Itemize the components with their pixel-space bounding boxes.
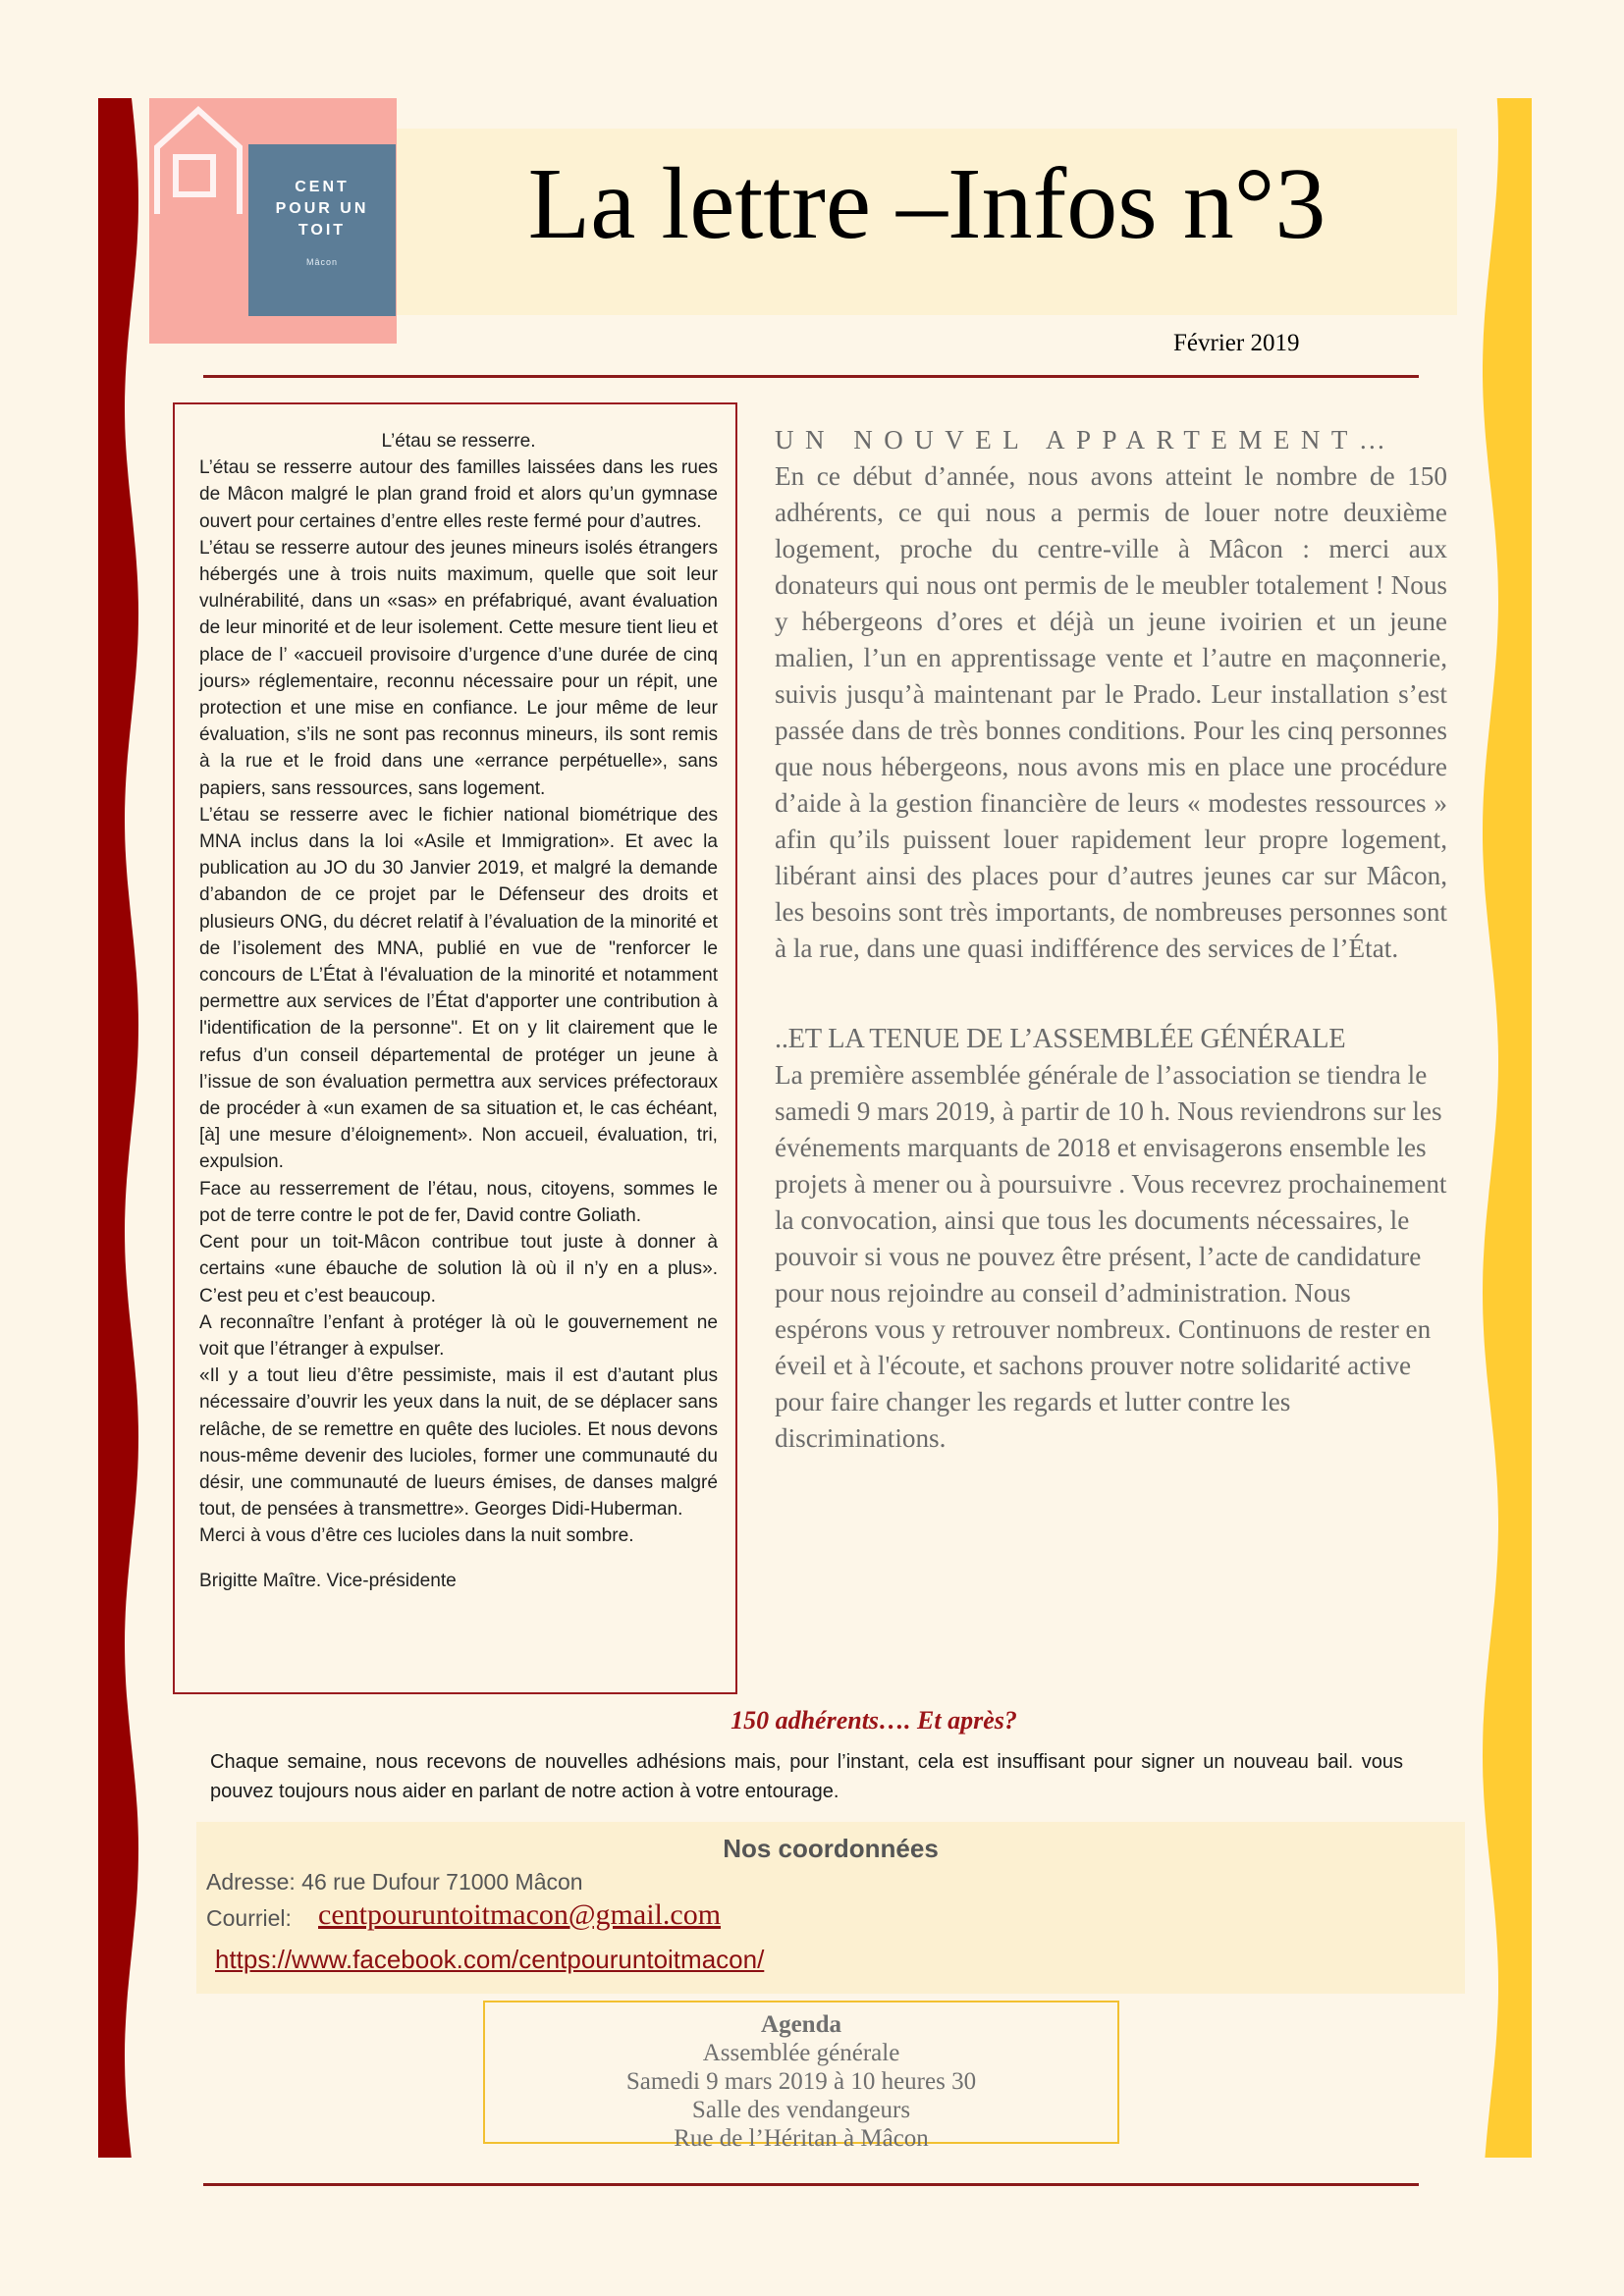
house-icon [149,98,248,216]
editorial-paragraph: A reconnaître l’enfant à protéger là où le gouvernement ne voit que l’étranger à expulser. [199,1311,718,1360]
top-divider [203,375,1419,378]
editorial-paragraph: «Il y a tout lieu d’être pessimiste, mais il est d’autant plus nécessaire d’ouvrir les yeux dans la nuit, de se déplacer sans relâche, de se remettre en quête des lucioles. Et nous devons nous-même devenir des lucioles, former une communauté du désir, une communauté de lueurs émises, de danses malgré tout, de pensées à transmettre». Georges Didi-Huberman. [199,1365,718,1521]
right-column [775,422,1447,1457]
editorial-signature: Brigitte Maître. Vice-présidente [199,1570,457,1591]
left-decorative-bar [98,98,139,2158]
editorial-paragraph: Cent pour un toit-Mâcon contribue tout juste à donner à certains «une ébauche de solution là où il n’y en a plus». C’est peu et c’est beaucoup. [199,1232,718,1307]
logo-text: CENT POUR UN TOIT [275,179,369,239]
apartment-text: En ce début d’année, nous avons atteint le nombre de 150 adhérents, ce qui nous a permis de louer notre deuxième logement, proche du centre-ville à Mâcon : merci aux donateurs qui nous ont permis de le meubler totalement ! Nous y hébergeons d’ores et déjà un jeune ivoirien et un jeune malien, l’un en apprentissage vente et l’autre en maçonnerie, suivis jusqu’à maintenant par le Prado. Leur installation s’est passée dans de très bonnes conditions. Pour les cinq personnes que nous hébergeons, nous avons mis en place une procédure d’aide à la gestion financière de leurs « modestes ressources » afin qu’ils puissent louer rapidement leur propre logement, libérant ainsi des places pour d’autres jeunes car sur Mâcon, les besoins sont très importants, de nombreuses personnes sont à la rue, dans une quasi indifférence des services de l’État. [775,461,1447,963]
editorial-text [199,428,718,1594]
agenda-line: Rue de l’Héritan à Mâcon [674,2125,929,2152]
editorial-title: L’étau se resserre. [381,431,536,452]
issue-date: Février 2019 [1173,330,1300,356]
editorial-paragraph: Merci à vous d’être ces lucioles dans la nuit sombre. [199,1525,634,1547]
editorial-paragraph: L’étau se resserre autour des familles laissées dans les rues de Mâcon malgré le plan grand froid et alors qu’un gymnase ouvert pour certaines d’entre elles reste fermé pour d’autres. [199,457,718,532]
apartment-title: UN NOUVEL APPARTEMENT… [775,425,1397,454]
agenda-line: Salle des vendangeurs [691,2097,911,2123]
agenda-line: Samedi 9 mars 2019 à 10 heures 30 [625,2068,977,2095]
contact-email-link[interactable]: centpouruntoitmacon@gmail.com [318,1898,722,1931]
agenda-line: Assemblée générale [702,2040,900,2066]
contact-title: Nos coordonnées [723,1834,939,1863]
page-title: La lettre –Infos n°3 [527,147,1326,260]
editorial-paragraph: L’étau se resserre avec le fichier national biométrique des MNA inclus dans la loi «Asile et Immigration». Et avec la publication au JO du 30 Janvier 2019, et malgré la demande d’abandon de ce projet par le Défenseur des droits et plusieurs ONG, du décret relatif à l’évaluation de la minorité et de l’isolement des MNA, publié en vue de "renforcer le concours de L’État à l'évaluation de la minorité et notamment permettre aux services de l’État d'apporter une contribution à l'identification de la personne". Et on y lit clairement que le refus d’un conseil départemental de protéger un jeune à l’issue de son évaluation permettra aux services préfectoraux de procéder à «un examen de sa situation et, le cas échéant, [à] une mesure d’éloignement». Non accueil, évaluation, tri, expulsion. [199,804,718,1173]
editorial-paragraph: Face au resserrement de l’étau, nous, citoyens, sommes le pot de terre contre le pot de fer, David contre Goliath. [199,1178,718,1226]
agenda-title: Agenda [761,2011,841,2038]
logo-subtitle: Mâcon [305,257,338,267]
contact-mail-label: Courriel: [206,1905,292,1931]
assembly-text: La première assemblée générale de l’association se tiendra le samedi 9 mars 2019, à partir de 10 h. Nous reviendrons sur les événements marquants de 2018 et envisagerons ensemble les projets à mener ou à poursuivre . Vous recevrez prochainement la convocation, ainsi que tous les documents nécessaires, le pouvoir si vous ne pouvez être présent, l’acte de candidature pour nous rejoindre au conseil d’administration. Nous espérons vous y retrouver nombreux. Continuons de rester en éveil et à l'écoute, et sachons prouver notre solidarité active pour faire changer les regards et lutter contre les discriminations. [775,1060,1447,1453]
bottom-divider [203,2183,1419,2186]
agenda [483,2010,1119,2153]
members-text: Chaque semaine, nous recevons de nouvelles adhésions mais, pour l’instant, cela est insuffisant pour signer un nouveau bail. vous pouvez toujours nous aider en parlant de notre action à votre entourage. [210,1751,1403,1802]
contact-facebook-link[interactable]: https://www.facebook.com/centpouruntoitmacon/ [215,1945,765,1974]
right-decorative-bar [1483,98,1532,2158]
assembly-title: ..ET LA TENUE DE L’ASSEMBLÉE GÉNÉRALE [775,1024,1346,1054]
contact-address: Adresse: 46 rue Dufour 71000 Mâcon [206,1869,583,1895]
editorial-paragraph: L’étau se resserre autour des jeunes mineurs isolés étrangers hébergés une à trois nuits maximum, quelle que soit leur vulnérabilité, dans un «sas» en préfabriqué, avant évaluation de leur minorité et de leur isolement. Cette mesure tient lieu et place de l’ «accueil provisoire d’urgence d’une durée de cinq jours» réglementaire, reconnu nécessaire pour un répit, une protection et une mise en confiance. Le jour même de leur évaluation, s’ils ne sont pas reconnus mineurs, ils sont remis à la rue et le froid dans une «errance perpétuelle», sans papiers, sans ressources, sans logement. [199,537,718,799]
members-title: 150 adhérents…. Et après? [731,1706,1017,1735]
